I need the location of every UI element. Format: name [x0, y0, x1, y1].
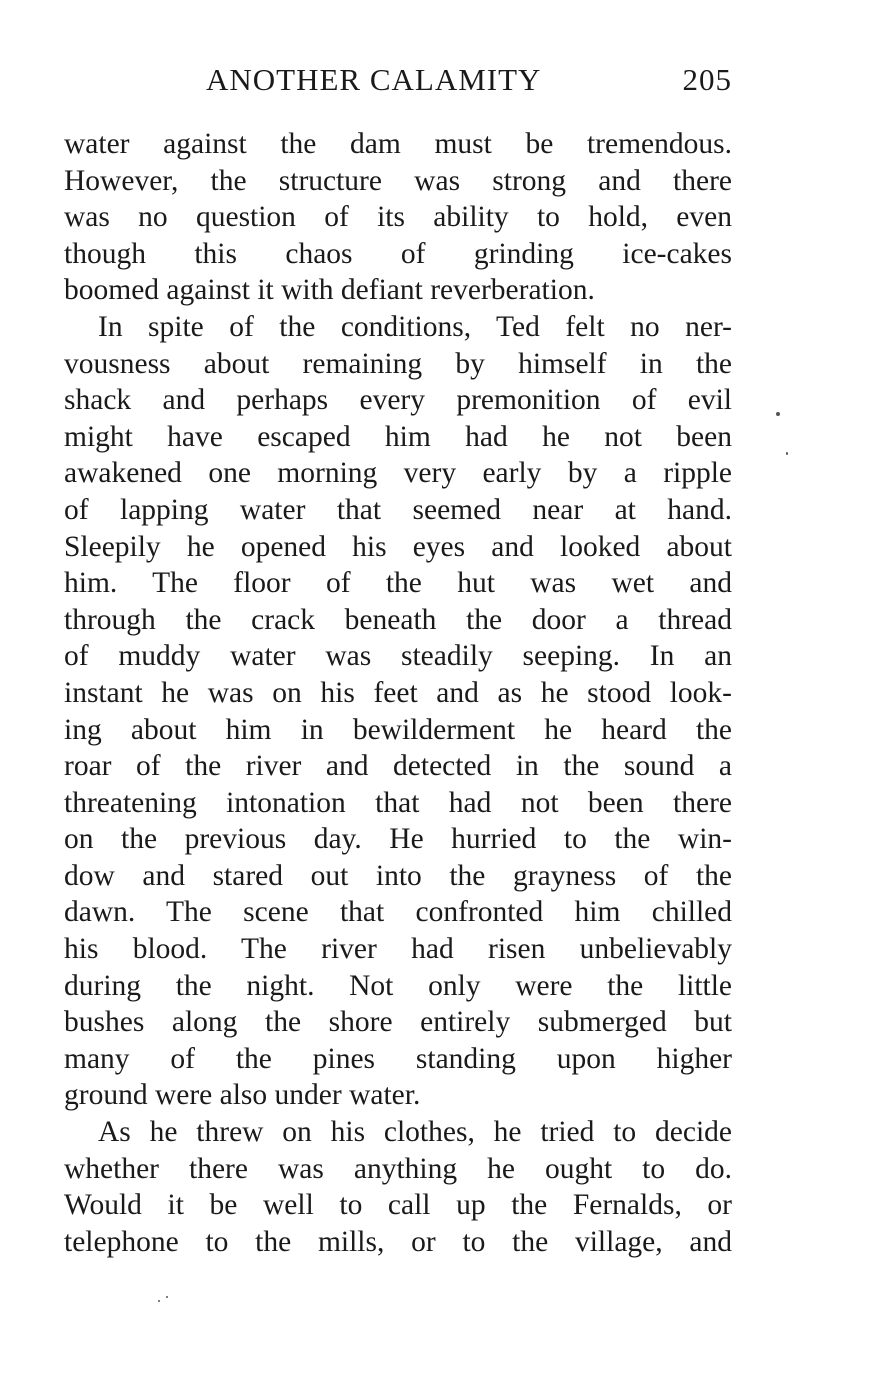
text-line: dawn. The scene that confronted him chilled [64, 896, 732, 929]
text-line: awakened one morning very early by a ripple [64, 457, 732, 490]
text-line: might have escaped him had he not been [64, 420, 732, 453]
text-line: on the previous day. He hurried to the win- [64, 823, 732, 856]
text-line: many of the pines standing upon higher [64, 1042, 732, 1075]
text-line: though this chaos of grinding ice-cakes [64, 237, 732, 270]
text-line: bushes along the shore entirely submerged but [64, 1006, 732, 1039]
text-line: Sleepily he opened his eyes and looked about [64, 530, 732, 563]
text-line: Would it be well to call up the Fernalds, or [64, 1189, 732, 1222]
text-line: However, the structure was strong and there [64, 164, 732, 197]
text-line: his blood. The river had risen unbelievably [64, 933, 732, 966]
text-line: dow and stared out into the grayness of the [64, 859, 732, 892]
text-line: of lapping water that seemed near at hand. [64, 493, 732, 526]
text-line: telephone to the mills, or to the village, and [64, 1225, 732, 1258]
text-line: ing about him in bewilderment he heard the [64, 713, 732, 746]
text-line: him. The floor of the hut was wet and [64, 567, 732, 600]
text-line: threatening intonation that had not been there [64, 786, 732, 819]
print-speck [158, 1300, 160, 1302]
text-line: of muddy water was steadily seeping. In an [64, 640, 732, 673]
text-line: boomed against it with defiant reverberation. [64, 274, 595, 307]
page-number: 205 [682, 62, 732, 97]
text-line: was no question of its ability to hold, even [64, 201, 732, 234]
text-line: As he threw on his clothes, he tried to decide [98, 1116, 732, 1149]
running-title: ANOTHER CALAMITY [206, 62, 542, 97]
text-line: shack and perhaps every premonition of evil [64, 384, 732, 417]
text-line: water against the dam must be tremendous. [64, 128, 732, 160]
text-line: instant he was on his feet and as he stood look- [64, 676, 732, 709]
text-line: through the crack beneath the door a thread [64, 603, 732, 636]
text-line: whether there was anything he ought to do. [64, 1152, 732, 1185]
text-line: vousness about remaining by himself in the [64, 347, 732, 380]
text-line: roar of the river and detected in the sound a [64, 750, 732, 783]
body-text [64, 126, 732, 1260]
print-speck [776, 412, 780, 416]
text-line: In spite of the conditions, Ted felt no ner- [98, 310, 732, 343]
text-line: ground were also under water. [64, 1079, 421, 1112]
print-speck [166, 1296, 168, 1298]
running-head [64, 60, 732, 100]
text-line: during the night. Not only were the little [64, 969, 732, 1002]
print-speck [786, 452, 788, 455]
